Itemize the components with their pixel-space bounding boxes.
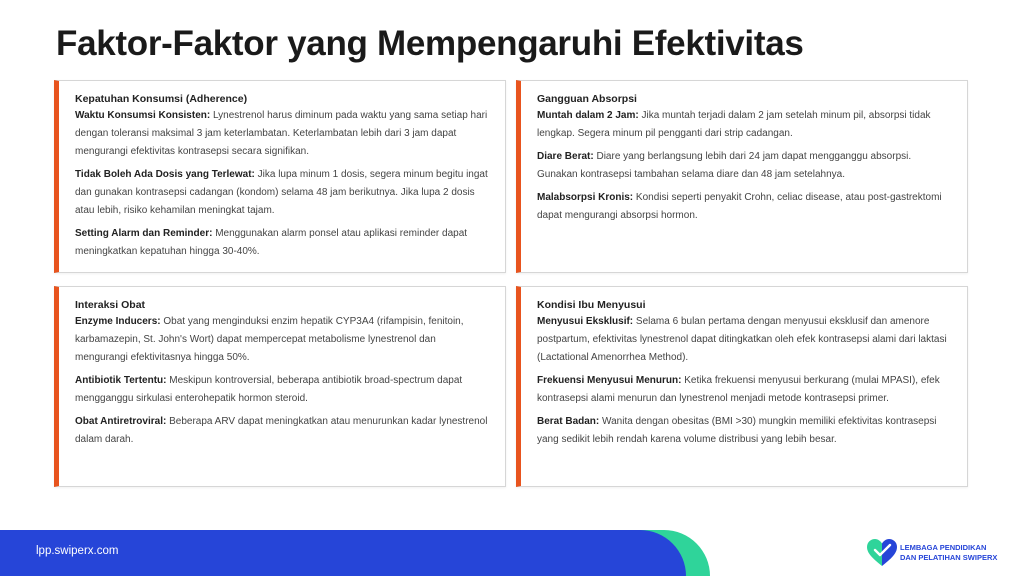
item-text: Meskipun kontroversial, beberapa antibiotik broad-spectrum dapat mengganggu sirkulasi enterohepatik hormon steroid. (75, 375, 463, 404)
item-term: Diare Berat: (537, 151, 594, 162)
card-item (537, 413, 953, 449)
item-term: Obat Antiretroviral: (75, 416, 167, 427)
card-item (537, 313, 953, 367)
item-term: Berat Badan: (537, 416, 600, 427)
card-item (75, 413, 491, 449)
item-text: Diare yang berlangsung lebih dari 24 jam dapat mengganggu absorpsi. Gunakan kontrasepsi tambahan selama diare dan 48 jam setelahnya. (537, 151, 912, 180)
card-item (537, 148, 953, 184)
card-item (75, 107, 491, 161)
card-item (537, 189, 953, 225)
card-item (75, 372, 491, 408)
card-item (75, 225, 491, 261)
item-text: Lynestrenol harus diminum pada waktu yang sama setiap hari dengan toleransi maksimal 3 jam keterlambatan. Keterlambatan lebih dari 3 jam dapat mengurangi efektivitas kontrasepsi secara signifikan. (75, 110, 488, 157)
card-title: Kepatuhan Konsumsi (Adherence) (75, 93, 248, 105)
item-text: Jika lupa minum 1 dosis, segera minum begitu ingat dan gunakan kontrasepsi cadangan (kondom) selama 48 jam berikutnya. Jika lupa 2 dosis atau lebih, risiko kehamilan meningkat tajam. (75, 169, 488, 216)
card-title: Kondisi Ibu Menyusui (537, 299, 646, 311)
item-term: Malabsorpsi Kronis: (537, 192, 634, 203)
item-term: Setting Alarm dan Reminder: (75, 228, 213, 239)
card-drug-interaction (54, 286, 506, 487)
card-title: Interaksi Obat (75, 299, 146, 311)
item-term: Muntah dalam 2 Jam: (537, 110, 639, 121)
item-text: Kondisi seperti penyakit Crohn, celiac disease, atau post-gastrektomi dapat mengurangi absorpsi hormon. (537, 192, 942, 221)
item-text: Wanita dengan obesitas (BMI >30) mungkin memiliki efektivitas kontrasepsi yang sedikit lebih rendah karena volume distribusi yang lebih besar. (537, 416, 937, 445)
logo-line-2: DAN PELATIHAN SWIPERX (900, 553, 998, 562)
item-term: Tidak Boleh Ada Dosis yang Terlewat: (75, 169, 255, 180)
card-item (537, 372, 953, 408)
logo-text (900, 543, 997, 563)
item-text: Beberapa ARV dapat meningkatkan atau menurunkan kadar lynestrenol dalam darah. (75, 416, 488, 445)
item-term: Antibiotik Tertentu: (75, 375, 167, 386)
website-link[interactable]: lpp.swiperx.com (36, 545, 119, 557)
item-text: Obat yang menginduksi enzim hepatik CYP3A4 (rifampisin, fenitoin, karbamazepin, St. John's Wort) dapat mempercepat metabolisme lynestrenol dan mengurangi efektivitasnya hingga 50%. (75, 316, 464, 363)
item-text: Jika muntah terjadi dalam 2 jam setelah minum pil, absorpsi tidak lengkap. Segera minum pil pengganti dari strip cadangan. (537, 110, 931, 139)
item-term: Frekuensi Menyusui Menurun: (537, 375, 682, 386)
brand-logo (866, 537, 1016, 569)
item-term: Waktu Konsumsi Konsisten: (75, 110, 211, 121)
item-text: Ketika frekuensi menyusui berkurang (mulai MPASI), efek kontrasepsi alami menurun dan lynestrenol menjadi metode kontrasepsi primer. (537, 375, 940, 404)
item-text: Selama 6 bulan pertama dengan menyusui eksklusif dan amenore postpartum, efektivitas lynestrenol dapat ditingkatkan oleh efek kontrasepsi alami dari laktasi (Lactational Amenorrhea Method). (537, 316, 947, 363)
card-title: Gangguan Absorpsi (537, 93, 637, 105)
card-absorption (516, 80, 968, 273)
card-item (537, 107, 953, 143)
card-item (75, 313, 491, 367)
item-term: Menyusui Eksklusif: (537, 316, 634, 327)
card-adherence (54, 80, 506, 273)
logo-line-1: LEMBAGA PENDIDIKAN (900, 543, 987, 552)
item-term: Enzyme Inducers: (75, 316, 161, 327)
item-text: Menggunakan alarm ponsel atau aplikasi reminder dapat meningkatkan kepatuhan hingga 30-40%. (75, 228, 468, 257)
card-item (75, 166, 491, 220)
page-title: Faktor-Faktor yang Mempengaruhi Efektivitas (56, 24, 804, 63)
card-breastfeeding (516, 286, 968, 487)
heart-logo-icon (866, 537, 898, 569)
